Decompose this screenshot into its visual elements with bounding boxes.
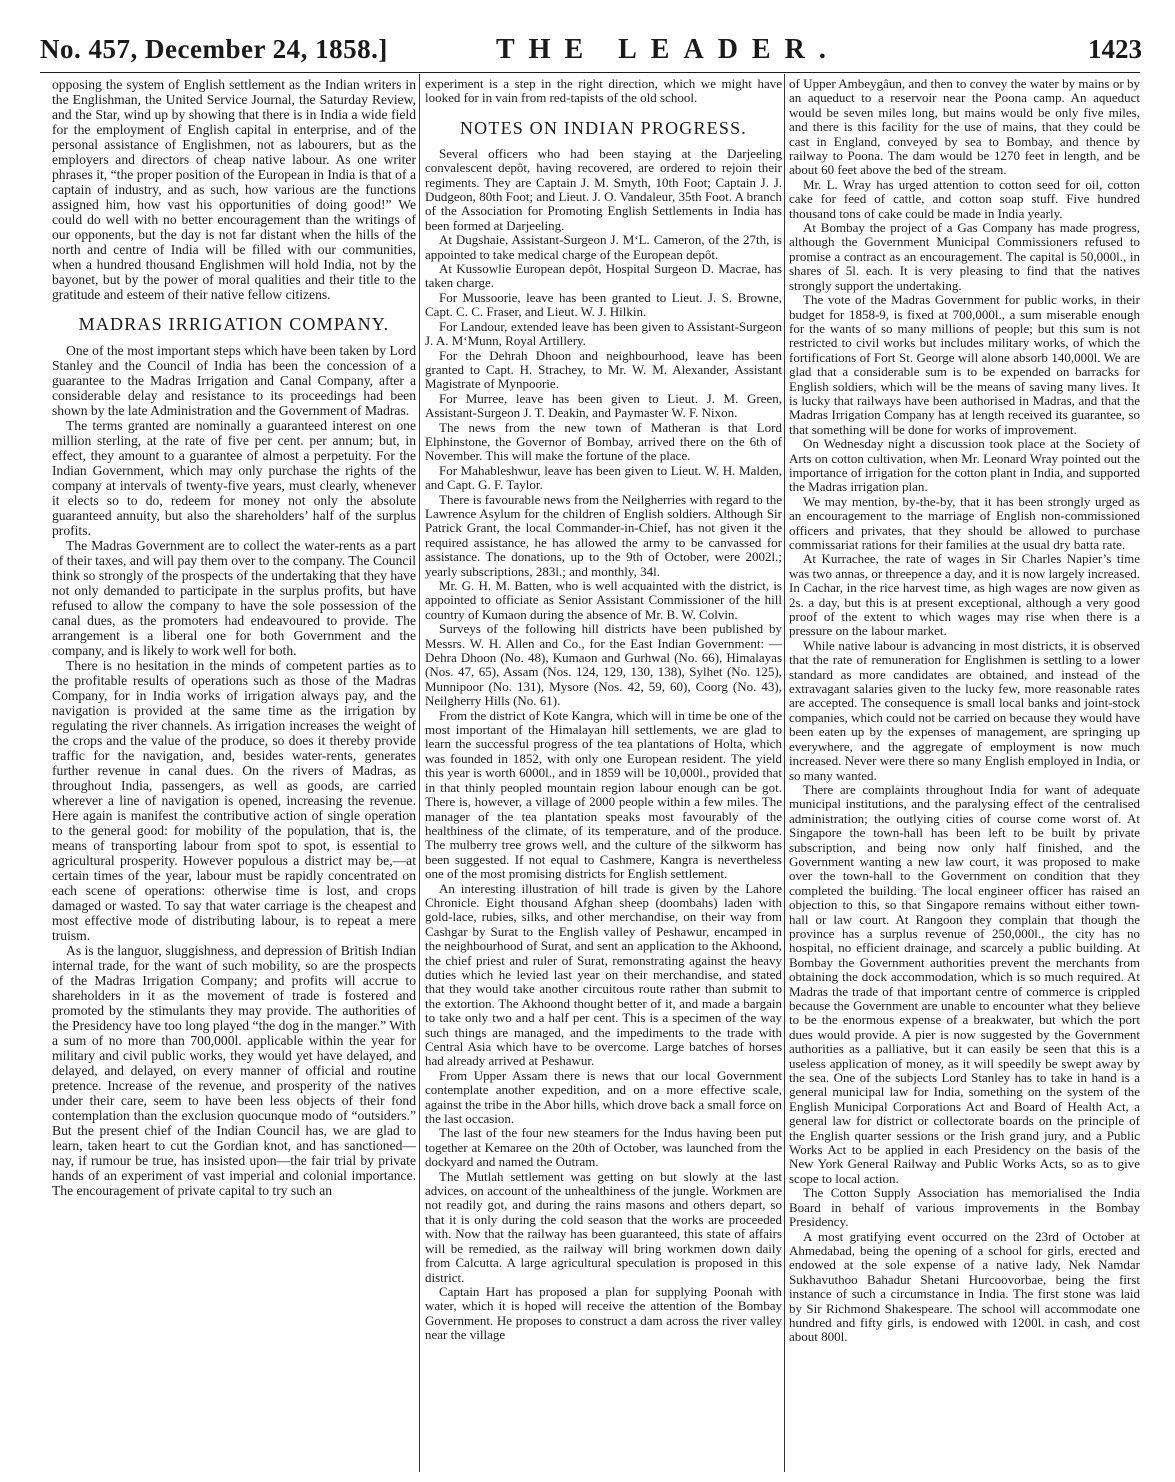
col3-paragraph: The Cotton Supply Association has memorialised the India Board in behalf of various improvements in the Bombay Presidency. [789,1185,1140,1230]
col2-paragraph: For the Dehrah Dhoon and neighbourhood, leave has been granted to Capt. H. Strachey, to Mr. W. M. Alexander, Assistant Magistrate of Mynpoorie. [425,347,782,392]
col3-paragraph: At Kurrachee, the rate of wages in Sir Charles Napier’s time was two annas, or threepence a day, and it is now largely increased. In Cachar, in the rice harvest time, as high wages are now given as 2s. a day, but this is at present exceptional, although a very good proof of the extent to which wages may rise when there is a pressure on the labour market. [789,551,1140,639]
col1-continued-paragraph: opposing the system of English settlement as the Indian writers in the Englishman, the United Service Journal, the Saturday Review, and the Star, wind up by showing that there is in India a wide field for the employment of English capital in enterprise, and of the personal assistance of Englishmen, not as labourers, but as the employers and directors of cheap native labour. As one writer phrases it, “the proper position of the European in India is that of a captain of industry, and as such, how various are the functions assigned him, how vast his opportunities of doing good!” We could do well with no better encouragement than the writings of our opponents, but the day is not far distant when the hills of the north and centre of India will be filled with our communities, when a hundred thousand Englishmen will hold India, not by the bayonet, but by the power of moral qualities and their title to the gratitude and esteem of their native fellow citizens. [52,77,416,302]
col1-paragraph: The Madras Government are to collect the water-rents as a part of their taxes, and will pay them over to the company. The Council think so strongly of the prospects of the undertaking that they have not only demanded to participate in the surplus profits, but have refused to allow the company to have the sole possession of the canal dues, as the promoters had endeavoured to provide. The arrangement is a liberal one for both Government and the company, and is likely to work well for both. [52,538,416,658]
col2-paragraph: For Mussoorie, leave has been granted to Lieut. J. S. Browne, Capt. C. C. Fraser, and Lieut. W. J. Hilkin. [425,289,782,320]
col1-paragraph: As is the languor, sluggishness, and depression of British Indian internal trade, for the want of such mobility, so are the prospects of the Madras Irrigation Company; and profits will accrue to shareholders in it as the movement of trade is fostered and promoted by the stimulants they may provide. The authorities of the Presidency have too long played “the dog in the manger.” With a sum of no more than 700,000l. applicable within the year for military and civil public works, they would yet have delayed, and delayed, and delayed, on every manner of official and routine pretence. Increase of the revenue, and prosperity of the natives under their care, seem to have been less objects of their fond contemplation than the exclusion quocunque modo of “outsiders.” But the present chief of the Indian Council has, we are glad to learn, taken heart to cut the Gordian knot, and has sanctioned—nay, if rumour be true, has insisted upon—the fair trial by private hands of an experiment of vast imperial and colonial importance. The encouragement of private capital to try such an [52,943,416,1198]
col1-paragraph: One of the most important steps which have been taken by Lord Stanley and the Council of India has been the concession of a guarantee to the Madras Irrigation and Canal Company, after a considerable delay and resistance to its proceedings had been shown by the late Administration and the Government of Madras. [52,343,416,418]
col1-paragraph: There is no hesitation in the minds of competent parties as to the profitable results of operations such as those of the Madras Company, for in India works of irrigation always pay, and the navigation is provided at the same time as the irrigation by regulating the river channels. As irrigation increases the weight of the crops and the value of the produce, so does it thereby provide traffic for the navigation, and, besides water-rents, generates further revenue in canal dues. On the rivers of Madras, as throughout India, passengers, as well as goods, are carried wherever a line of navigation is opened, increasing the revenue. Here again is manifest the contributive action of single operation to the general good: for mobility of the population, that is, the means of transporting labour from spot to spot, is essential to agricultural prosperity. However populous a district may be,—at certain times of the year, labour must be rapidly concentrated on each scene of operations: otherwise time is lost, and crops damaged or wasted. To say that water carriage is the cheapest and most effective mode of distributing labour, is to repeat a mere truism. [52,658,416,943]
col2-paragraph: The Mutlah settlement was getting on but slowly at the last advices, on account of the unhealthiness of the jungle. Workmen are not readily got, and during the rains masons and others depart, so that it is only during the cold season that the works are proceeded with. Now that the railway has been guaranteed, this state of affairs will be remedied, as the railway will bring workmen down daily from Calcutta. A large agricultural speculation is proposed in this district. [425,1168,782,1285]
col2-paragraph: Surveys of the following hill districts have been published by Messrs. W. H. Allen and Co., for the East Indian Government: — Dehra Dhoon (No. 48), Kumaon and Gurhwal (No. 66), Himalayas (Nos. 47, 65), Assam (Nos. 124, 129, 130, 138), Sylhet (No. 125), Munnipoor (No. 131), Mysore (Nos. 42, 59, 60), Coorg (No. 43), Neilgherry Hills (No. 61). [425,621,782,709]
col2-paragraph: Mr. G. H. M. Batten, who is well acquainted with the district, is appointed to officiate as Senior Assistant Commissioner of the hill country of Kumaon during the absence of Mr. B. W. Colvin. [425,578,782,622]
col2-paragraph: From the district of Kote Kangra, which will in time be one of the most important of the Himalayan hill settlements, we are glad to learn the successful progress of the tea plantations of Holta, which was founded in 1852, with only one European resident. The yield this year is worth 6000l., and in 1859 will be 10,000l., provided that in that thinly peopled mountain region labour enough can be got. There is, however, a village of 2000 people within a few miles. The manager of the tea plantation speaks most favourably of the healthiness of the climate, of its temperature, and of the produce. The mulberry tree grows well, and the culture of the silkworm has been suggested. If not equal to Cashmere, Kangra is nevertheless one of the most promising districts for English settlement. [425,707,782,882]
col3-paragraph: Mr. L. Wray has urged attention to cotton seed for oil, cotton cake for feed of cattle, and cotton soap stuff. Five hundred thousand tons of cake could be made in India yearly. [789,176,1140,221]
masthead [40,34,1142,74]
col2-paragraph: For Mahableshwur, leave has been given to Lieut. W. H. Malden, and Capt. G. F. Taylor. [425,462,782,493]
notes-indian-progress-heading: NOTES ON INDIAN PROGRESS. [459,117,748,138]
column-divider-2 [784,74,785,1472]
madras-irrigation-heading: MADRAS IRRIGATION COMPANY. [78,314,390,334]
col2-paragraph: For Murree, leave has been given to Lieut. J. M. Green, Assistant-Surgeon J. T. Deakin, and Paymaster W. F. Nixon. [425,390,782,421]
page-number: 1423 [1088,34,1142,64]
col2-paragraph: For Landour, extended leave has been given to Assistant-Surgeon J. A. M‘Munn, Royal Artillery. [425,318,782,349]
col2-paragraph: Captain Hart has proposed a plan for supplying Poonah with water, which it is hoped will receive the attention of the Bombay Government. He proposes to construct a dam across the river valley near the village [425,1283,782,1343]
column-1 [52,77,416,1472]
col3-paragraph: A most gratifying event occurred on the 23rd of October at Ahmedabad, being the opening of a school for girls, erected and endowed at the sole expense of a native lady, Nek Namdar Sukhavuthoo Bahadur Shetani Hurcoovorbae, being the first instance of such a circumstance in India. The first stone was laid by Sir Richmond Shakespeare. The school will accommodate one hundred and fifty girls, is endowed with 1200l. in cash, and cost about 800l. [789,1228,1140,1345]
col2-paragraph: The last of the four new steamers for the Indus having been put together at Kemaree on the 20th of October, was launched from the dockyard and named the Outram. [425,1125,782,1170]
masthead-rule [40,72,1140,73]
col3-paragraph: We may mention, by-the-by, that it has been strongly urged as an encouragement to the marriage of English non-commissioned officers and privates, that they should be allowed to purchase commissariat rations for their families at the usual dry batta rate. [789,493,1140,552]
col2-paragraph: Several officers who had been staying at the Darjeeling convalescent depôt, having recovered, are ordered to rejoin their regiments. They are Captain J. M. Smyth, 10th Foot; Captain J. J. Dudgeon, 80th Foot; and Lieut. J. O. Vandaleur, 35th Foot. A branch of the Association for Promoting English Settlements in India has been formed at Darjeeling. [425,145,782,233]
col2-paragraph: There is favourable news from the Neilgherries with regard to the Lawrence Asylum for the children of English soldiers. Although Sir Patrick Grant, the local Commander-in-Chief, has not given it the required assistance, he has allowed the army to be canvassed for assistance. The donations, up to the 9th of October, were 2002l.; yearly subscriptions, 283l.; and monthly, 34l. [425,491,782,579]
col2-paragraph: An interesting illustration of hill trade is given by the Lahore Chronicle. Eight thousand Afghan sheep (doombahs) laden with gold-lace, rubies, silks, and other merchandise, on their way from Cashgar by Surat to the English valley of Peshawur, encamped in the neighbourhood of Surat, and sent an application to the Akhoond, the chief priest and ruler of Surat, remonstrating against the heavy duties which he levied last year on their merchandise, and stated that they would take another circuitous route rather than submit to the extortion. The Akhoond thought better of it, and made a bargain to take only two and a half per cent. This is a specimen of the way such things are managed, and the impediments to the trade with Central Asia which have to be overcome. Large batches of horses had already arrived at Peshawur. [425,880,782,1069]
col1-paragraph: The terms granted are nominally a guaranteed interest on one million sterling, at the rate of five per cent. per annum; but, in effect, they amount to a guarantee of almost a perpetuity. For the Indian Government, which may only purchase the rights of the company at intervals of twenty-five years, must clearly, whenever it elects so to do, redeem for money not only the absolute guaranteed annuity, but also the shareholders’ half of the surplus profits. [52,418,416,538]
column-2 [425,77,782,1472]
col2-continued-paragraph: experiment is a step in the right direction, which we might have looked for in vain from red-tapists of the old school. [425,77,782,106]
col2-paragraph: From Upper Assam there is news that our local Government contemplate another expedition, and on a more effective scale, against the tribe in the Abor hills, which drove back a small force on the last occasion. [425,1067,782,1127]
col3-paragraph: The vote of the Madras Government for public works, in their budget for 1858-9, is fixed at 700,000l., a sum miserable enough for the wants of so many millions of people; but this sum is not restricted to civil works but includes military works, of which the fortifications of Fort St. George will alone absorb 140,000l. We are glad that a considerable sum is to be expended on barracks for English soldiers, which will be the means of saving many lives. It is lucky that railways have been authorised in Madras, and that the Madras Irrigation Company has at length received its guarantee, so that something will be done for works of improvement. [789,292,1140,437]
col2-paragraph: At Dugshaie, Assistant-Surgeon J. M‘L. Cameron, of the 27th, is appointed to take medical charge of the European depôt. [425,232,782,262]
col3-paragraph: At Bombay the project of a Gas Company has made progress, although the Government Municipal Commissioners refused to promise a contract as an encouragement. The capital is 50,000l., in shares of 5l. each. It is very pleasing to find that the natives strongly support the undertaking. [789,220,1140,293]
column-3 [789,77,1140,1472]
col3-continued-paragraph: of Upper Ambeygâun, and then to convey the water by mains or by an aqueduct to a reservoir near the Poona camp. An aqueduct would be seven miles long, but mains would be only five miles, and there is this facility for the use of mains, that they could be cast in England, conveyed by sea to Bombay, and thence by railway to Poona. The dam would be 1270 feet in length, and be about 60 feet above the bed of the stream. [789,77,1140,178]
masthead-title: THE LEADER. [496,34,840,65]
col2-paragraph: At Kussowlie European depôt, Hospital Surgeon D. Macrae, has taken charge. [425,261,782,291]
col3-paragraph: On Wednesday night a discussion took place at the Society of Arts on cotton cultivation, when Mr. Leonard Wray pointed out the importance of irrigation for the cotton plant in India, and supported the Madras irrigation plan. [789,436,1140,495]
column-divider-1 [419,74,420,1472]
col3-paragraph: While native labour is advancing in most districts, it is observed that the rate of remuneration for Englishmen is settling to a lower standard as more candidates are obtained, and instead of the extravagant salaries given to the lucky few, more reasonable rates are accepted. The consequence is small local banks and joint-stock companies, which could not be carried on because they would have been eaten up by the expenses of management, are springing up everywhere, and the aggregate of employment is now much increased. Never were there so many English employed in India, or so many wanted. [789,637,1140,783]
issue-label: No. 457, December 24, 1858.] [40,34,388,64]
col3-paragraph: There are complaints throughout India for want of adequate municipal institutions, and the paralysing effect of the centralised administration; the outlying cities of course come worst of. At Singapore the town-hall has been left to be built by private subscription, and being now only half finished, and the Government wanting a new law court, it was proposed to make over the town-hall to the Government on condition that they completed the building. The local engineer officer has raised an objection to this, so that Singapore remains without either town-hall or law court. At Rangoon they complain that though the province has a surplus revenue of 250,000l., the city has no hospital, no efficient drainage, and scarcely a public building. At Bombay the Government authorities prevent the merchants from obtaining the dock accommodation, which is so much required. At Madras the trade of that important centre of commerce is crippled because the Government are unable to encounter what they believe to be the enormous expense of a breakwater, but which the port dues would provide. A pier is now suggested by the Government authorities as a palliative, but it can easily be seen that this is a useless application of money, as it will speedily be swept away by the sea. One of the subjects Lord Stanley has to take in hand is a general municipal law for India, something on the system of the English Municipal Corporations Act and Board of Health Act, a general law for district or collectorate boards on the principle of the English quarter sessions or the Irish grand jury, and a Public Works Act to be applied in each Presidency on the basis of the New York General Railway and Public Works Acts, so as to give scope to local action. [789,781,1140,1186]
col2-paragraph: The news from the new town of Matheran is that Lord Elphinstone, the Governor of Bombay, arrived there on the 6th of November. This will make the fortune of the place. [425,419,782,464]
